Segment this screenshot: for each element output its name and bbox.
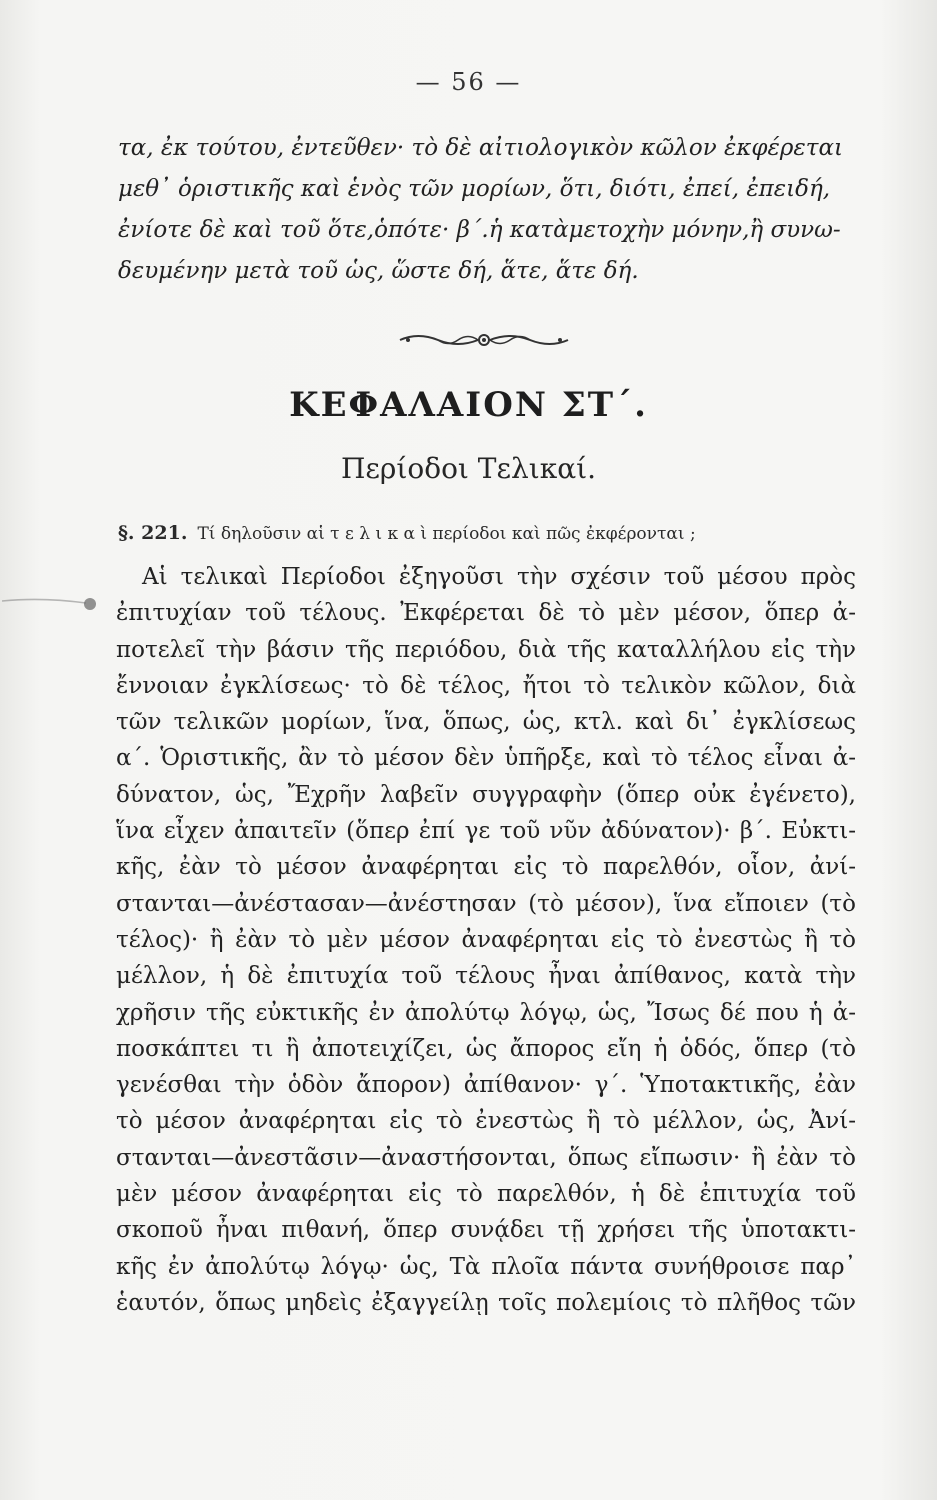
text-line: Αἱ τελικαὶ Περίοδοι ἐξηγοῦσι τὴν σχέσιν τοῦ μέσου πρὸς: [142, 564, 856, 590]
body-paragraph: [116, 559, 856, 1321]
text-line: στανται—ἀνέστασαν—ἀνέστησαν (τὸ μέσον), ἵνα εἴποιεν (τὸ: [116, 890, 856, 917]
text-line: χρῆσιν τῆς εὐκτικῆς ἐν ἀπολύτῳ λόγῳ, ὡς, Ἴσως δέ που ἡ ἀ-: [116, 999, 856, 1026]
text-line: ἔννοιαν ἐγκλίσεως· τὸ δὲ τέλος, ἤτοι τὸ τελικὸν κῶλον, διὰ: [116, 672, 856, 699]
text-line: τῶν τελικῶν μορίων, ἵνα, ὅπως, ὡς, κτλ. καὶ δι᾽ ἐγκλίσεως: [116, 709, 856, 736]
text-line: ἐνίοτε δὲ καὶ τοῦ ὅτε,ὁπότε· β΄.ἡ κατὰμετοχὴν μόνην,ἢ συνω-: [118, 217, 841, 243]
text-line: τέλος)· ἢ ἐὰν τὸ μὲν μέσον ἀναφέρηται εἰς τὸ ἐνεστὼς ἢ τὸ: [116, 926, 856, 953]
text-line: δευμένην μετὰ τοῦ ὡς, ὥστε δή, ἅτε, ἅτε δή.: [118, 258, 639, 284]
text-line: ἵνα εἶχεν ἀπαιτεῖν (ὅπερ ἐπί γε τοῦ νῦν ἀδύνατον)· β΄. Εὐκτι-: [116, 818, 856, 845]
text-line: μὲν μέσον ἀναφέρηται εἰς τὸ παρελθόν, ἡ δὲ ἐπιτυχία τοῦ: [116, 1181, 856, 1208]
text-line: ἑαυτόν, ὅπως μηδεὶς ἐξαγγείλῃ τοῖς πολεμίοις τὸ πλῆθος τῶν: [116, 1289, 856, 1316]
text-line: μεθ᾽ ὁριστικῆς καὶ ἑνὸς τῶν μορίων, ὅτι, διότι, ἐπεί, ἐπειδή,: [118, 176, 831, 202]
text-line: κῆς, ἐὰν τὸ μέσον ἀναφέρηται εἰς τὸ παρελθόν, οἷον, ἀνί-: [116, 854, 856, 881]
text-line: ποτελεῖ τὴν βάσιν τῆς περιόδου, διὰ τῆς καταλλήλου εἰς τὴν: [116, 636, 856, 663]
text-line: στανται—ἀνεστᾶσιν—ἀναστήσονται, ὅπως εἴπωσιν· ἢ ἐὰν τὸ: [116, 1144, 856, 1171]
text-line: ἐπιτυχίαν τοῦ τέλους. Ἐκφέρεται δὲ τὸ μὲν μέσον, ὅπερ ἀ-: [116, 600, 856, 627]
text-line: γενέσθαι τὴν ὁδὸν ἄπορον) ἀπίθανον· γ΄. Ὑποτακτικῆς, ἐὰν: [116, 1072, 856, 1099]
text-line: κῆς ἐν ἀπολύτῳ λόγῳ· ὡς, Τὰ πλοῖα πάντα συνήθροισε παρ᾽: [116, 1253, 856, 1280]
chapter-title: ΚΕΦΑΛΑΙΟΝ ΣΤ΄.: [289, 385, 648, 425]
text-line: τα, ἐκ τούτου, ἐντεῦθεν· τὸ δὲ αἰτιολογικὸν κῶλον ἐκφέρεται: [118, 135, 844, 161]
text-line: α΄. Ὁριστικῆς, ἂν τὸ μέσον δὲν ὑπῆρξε, καὶ τὸ τέλος εἶναι ἀ-: [116, 745, 856, 772]
text-line: ποσκάπτει τι ἢ ἀποτειχίζει, ὡς ἄπορος εἴη ἡ ὁδός, ὅπερ (τὸ: [116, 1035, 856, 1062]
section-question: Τί δηλοῦσιν αἱ τ ε λ ι κ α ὶ περίοδοι καὶ πῶς ἐκφέρονται ;: [197, 524, 696, 544]
text-line: σκοποῦ ἦναι πιθανή, ὅπερ συνᾴδει τῇ χρήσει τῆς ὑποτακτι-: [116, 1217, 856, 1244]
ink-stain: [2, 591, 98, 613]
section-heading: [118, 522, 850, 544]
text-line: μέλλον, ἡ δὲ ἐπιτυχία τοῦ τέλους ἦναι ἀπίθανος, κατὰ τὴν: [116, 963, 856, 990]
section-number: §. 221.: [118, 522, 188, 544]
chapter-subtitle: Περίοδοι Τελικαί.: [340, 452, 596, 485]
page-number: — 56 —: [415, 68, 522, 96]
intro-paragraph: [118, 128, 850, 292]
text-line: τὸ μέσον ἀναφέρηται εἰς τὸ ἐνεστὼς ἢ τὸ μέλλον, ὡς, Ἀνί-: [116, 1108, 856, 1135]
text-line: δύνατον, ὡς, Ἔχρῆν λαβεῖν συγγραφὴν (ὅπερ οὐκ ἐγένετο),: [116, 781, 856, 808]
decorative-ornament: [398, 331, 570, 349]
